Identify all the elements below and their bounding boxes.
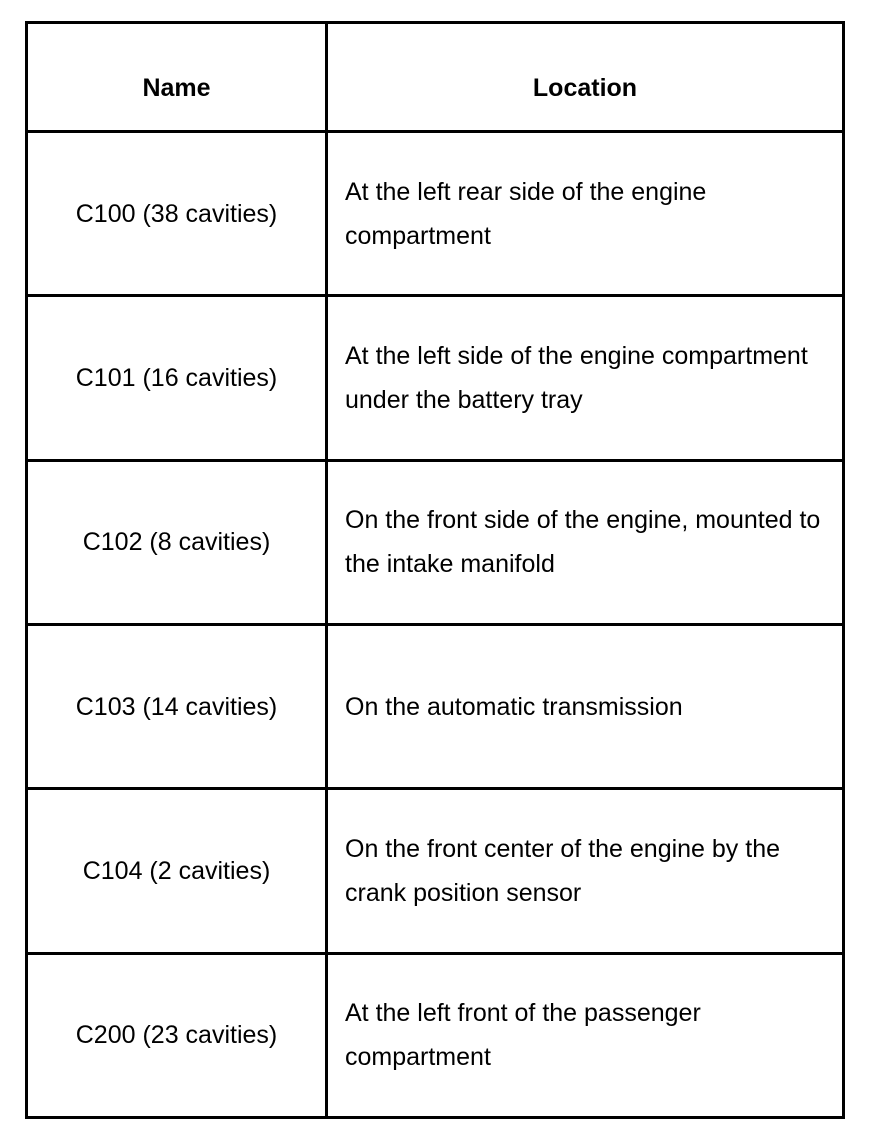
connector-location-cell: On the front center of the engine by the crank position sensor: [327, 789, 844, 953]
connector-location-cell: On the front side of the engine, mounted to the intake manifold: [327, 460, 844, 624]
connector-location-table: [25, 21, 845, 1119]
table-row: [27, 953, 844, 1117]
table-row: [27, 460, 844, 624]
connector-name-cell: C100 (38 cavities): [27, 132, 327, 296]
connector-location-cell: At the left front of the passenger compartment: [327, 953, 844, 1117]
location-column-header: Location: [327, 23, 844, 132]
connector-name-cell: C200 (23 cavities): [27, 953, 327, 1117]
table-row: [27, 624, 844, 788]
connector-name-cell: C104 (2 cavities): [27, 789, 327, 953]
table-header-row: [27, 23, 844, 132]
connector-location-cell: At the left side of the engine compartment under the battery tray: [327, 296, 844, 460]
table-row: [27, 296, 844, 460]
connector-name-cell: C101 (16 cavities): [27, 296, 327, 460]
connector-name-cell: C102 (8 cavities): [27, 460, 327, 624]
connector-location-cell: On the automatic transmission: [327, 624, 844, 788]
table-row: [27, 789, 844, 953]
connector-name-cell: C103 (14 cavities): [27, 624, 327, 788]
name-column-header: Name: [27, 23, 327, 132]
table-row: [27, 132, 844, 296]
connector-location-cell: At the left rear side of the engine compartment: [327, 132, 844, 296]
